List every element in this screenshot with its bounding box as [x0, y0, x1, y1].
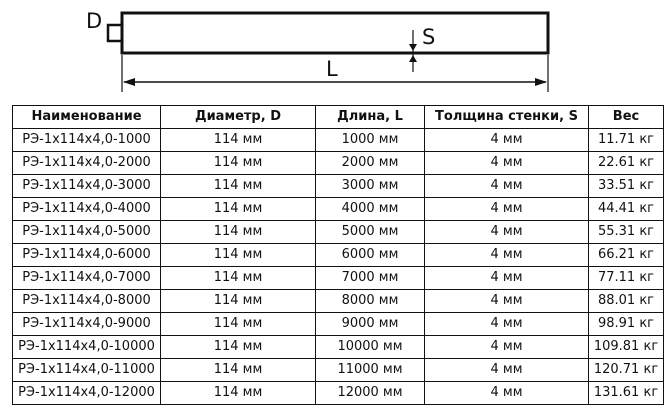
cell-length: 5000 мм — [316, 221, 425, 244]
cell-diameter: 114 мм — [161, 152, 316, 175]
table-row — [13, 313, 664, 336]
pipe-drawing — [0, 0, 667, 104]
pipe-body — [122, 13, 548, 53]
cell-name: РЭ-1х114х4,0-5000 — [13, 221, 161, 244]
specification-table — [12, 105, 664, 405]
cell-weight: 88.01 кг — [589, 290, 664, 313]
length-arrow-left — [123, 78, 135, 86]
header-diameter: Диаметр, D — [161, 106, 316, 129]
cell-length: 6000 мм — [316, 244, 425, 267]
cell-weight: 131.61 кг — [589, 382, 664, 405]
pipe-end-stub — [108, 25, 122, 41]
cell-length: 3000 мм — [316, 175, 425, 198]
table-row — [13, 198, 664, 221]
wall-thickness-label: S — [422, 25, 436, 49]
cell-diameter: 114 мм — [161, 244, 316, 267]
table-body — [13, 129, 664, 405]
cell-weight: 98.91 кг — [589, 313, 664, 336]
table-row — [13, 290, 664, 313]
cell-diameter: 114 мм — [161, 267, 316, 290]
header-weight: Вес — [589, 106, 664, 129]
cell-name: РЭ-1х114х4,0-2000 — [13, 152, 161, 175]
cell-weight: 33.51 кг — [589, 175, 664, 198]
cell-wall-thickness: 4 мм — [425, 221, 589, 244]
wall-arrow-down — [409, 44, 417, 51]
length-label: L — [326, 57, 338, 81]
cell-name: РЭ-1х114х4,0-8000 — [13, 290, 161, 313]
cell-wall-thickness: 4 мм — [425, 382, 589, 405]
cell-length: 1000 мм — [316, 129, 425, 152]
cell-name: РЭ-1х114х4,0-12000 — [13, 382, 161, 405]
cell-diameter: 114 мм — [161, 359, 316, 382]
cell-diameter: 114 мм — [161, 290, 316, 313]
cell-wall-thickness: 4 мм — [425, 313, 589, 336]
cell-wall-thickness: 4 мм — [425, 267, 589, 290]
cell-diameter: 114 мм — [161, 198, 316, 221]
cell-weight: 11.71 кг — [589, 129, 664, 152]
cell-length: 12000 мм — [316, 382, 425, 405]
cell-wall-thickness: 4 мм — [425, 244, 589, 267]
header-name: Наименование — [13, 106, 161, 129]
cell-wall-thickness: 4 мм — [425, 152, 589, 175]
cell-wall-thickness: 4 мм — [425, 198, 589, 221]
cell-diameter: 114 мм — [161, 336, 316, 359]
diameter-label: D — [86, 9, 103, 33]
cell-weight: 120.71 кг — [589, 359, 664, 382]
cell-wall-thickness: 4 мм — [425, 290, 589, 313]
cell-length: 10000 мм — [316, 336, 425, 359]
cell-weight: 66.21 кг — [589, 244, 664, 267]
cell-name: РЭ-1х114х4,0-3000 — [13, 175, 161, 198]
pipe-diagram — [0, 0, 667, 104]
table-row — [13, 382, 664, 405]
table-row — [13, 244, 664, 267]
cell-diameter: 114 мм — [161, 221, 316, 244]
cell-length: 8000 мм — [316, 290, 425, 313]
cell-length: 2000 мм — [316, 152, 425, 175]
cell-weight: 22.61 кг — [589, 152, 664, 175]
cell-weight: 55.31 кг — [589, 221, 664, 244]
cell-name: РЭ-1х114х4,0-1000 — [13, 129, 161, 152]
cell-weight: 109.81 кг — [589, 336, 664, 359]
header-wall-thickness: Толщина стенки, S — [425, 106, 589, 129]
cell-wall-thickness: 4 мм — [425, 336, 589, 359]
table-row — [13, 359, 664, 382]
table-header-row — [13, 106, 664, 129]
cell-name: РЭ-1х114х4,0-10000 — [13, 336, 161, 359]
table-row — [13, 175, 664, 198]
cell-length: 4000 мм — [316, 198, 425, 221]
length-arrow-right — [535, 78, 547, 86]
table-row — [13, 336, 664, 359]
cell-diameter: 114 мм — [161, 382, 316, 405]
cell-length: 9000 мм — [316, 313, 425, 336]
table-row — [13, 129, 664, 152]
table-row — [13, 267, 664, 290]
cell-name: РЭ-1х114х4,0-6000 — [13, 244, 161, 267]
cell-diameter: 114 мм — [161, 129, 316, 152]
cell-wall-thickness: 4 мм — [425, 175, 589, 198]
cell-length: 7000 мм — [316, 267, 425, 290]
cell-wall-thickness: 4 мм — [425, 359, 589, 382]
wall-arrow-up — [409, 55, 417, 62]
table-row — [13, 221, 664, 244]
cell-name: РЭ-1х114х4,0-9000 — [13, 313, 161, 336]
cell-diameter: 114 мм — [161, 313, 316, 336]
table-row — [13, 152, 664, 175]
header-length: Длина, L — [316, 106, 425, 129]
cell-diameter: 114 мм — [161, 175, 316, 198]
cell-name: РЭ-1х114х4,0-4000 — [13, 198, 161, 221]
cell-weight: 77.11 кг — [589, 267, 664, 290]
cell-length: 11000 мм — [316, 359, 425, 382]
cell-name: РЭ-1х114х4,0-11000 — [13, 359, 161, 382]
cell-weight: 44.41 кг — [589, 198, 664, 221]
cell-wall-thickness: 4 мм — [425, 129, 589, 152]
cell-name: РЭ-1х114х4,0-7000 — [13, 267, 161, 290]
